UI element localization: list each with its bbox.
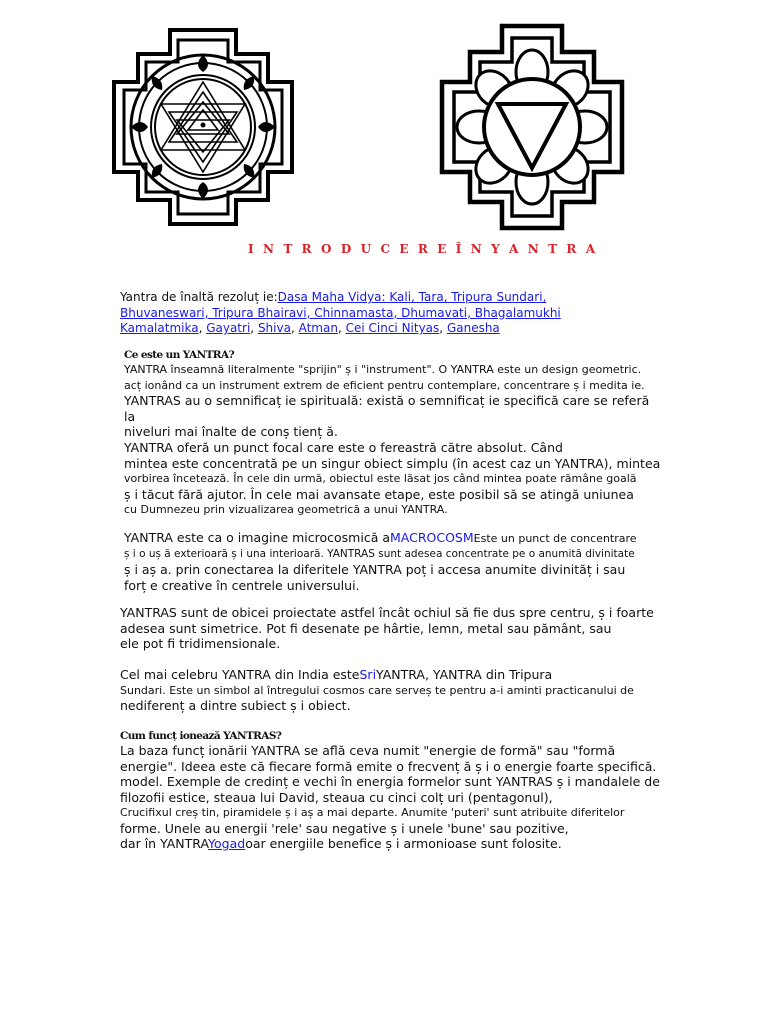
link-macrocosm[interactable]: MACROCOSM (390, 530, 474, 545)
link-yogad[interactable]: Yogad (208, 836, 246, 851)
link-bhuvaneswari[interactable]: Bhuvaneswari, Tripura Bhairavi, Chinnamasta, Dhumavati, Bhagalamukhi (120, 305, 561, 320)
link-kamalatmika[interactable]: Kamalatmika (120, 321, 199, 335)
link-ganesha[interactable]: Ganesha (446, 321, 500, 335)
intro-paragraph: Yantra de înaltă rezoluț ie:Dasa Maha Vidya: Kali, Tara, Tripura Sundari, Bhuvaneswari, Tripura Bhairavi, Chinnamasta, Dhumavati, Bhagalamukhi Kamalatmika, Gayatri, Shiva, Atman, Cei Cinci Nityas, Ganesha (120, 290, 561, 335)
page-title: I N T R O D U C E R E Î N Y A N T R A (248, 242, 598, 256)
link-dasa-maha-vidya[interactable]: Dasa Maha Vidya: Kali, Tara, Tripura Sundari, (277, 290, 547, 304)
link-shiva[interactable]: Shiva (257, 321, 291, 335)
link-cei-cinci-nityas[interactable]: Cei Cinci Nityas (345, 321, 440, 335)
intro-prefix: Yantra de înaltă rezoluț ie: (120, 290, 278, 304)
kali-yantra-image (436, 20, 628, 234)
paragraph-2: YANTRA oferă un punct focal care este o fereastră către absolut. Când mintea este concentrată pe un singur obiect simplu (în acest caz un YANTRA), mintea vorbirea încetează. În cele din urmă, obiectul este lăsat jos când mintea poate rămâne goală ș i tăcut fără ajutor. În cele mai avansate etape, este posibil să se atingă uniunea cu Dumnezeu prin vizualizarea geometrică a unui YANTRA. (124, 440, 661, 516)
heading-cum-functioneaza: Cum funcț ionează YANTRAS? (120, 730, 282, 742)
paragraph-4: YANTRAS sunt de obicei proiectate astfel încât ochiul să fie dus spre centru, ș i foarte adesea sunt simetrice. Pot fi desenate pe hârtie, lemn, metal sau pământ, sau ele pot fi tridimensionale. (120, 605, 654, 651)
link-gayatri[interactable]: Gayatri (206, 321, 251, 335)
sri-yantra-image (108, 22, 298, 232)
link-atman[interactable]: Atman (298, 321, 338, 335)
heading-ce-este: Ce este un YANTRA? (124, 349, 235, 361)
paragraph-3: YANTRA este ca o imagine microcosmică aMACROCOSMEste un punct de concentrare ș i o uș ă exterioară ș i una interioară. YANTRAS sunt adesea concentrate pe o anumită divinitate ș i aș a. prin conectarea la diferitele YANTRA poț i accesa anumite divinităț i sau forț e creative în centrele universului. (124, 530, 637, 593)
paragraph-5: Cel mai celebru YANTRA din India esteSriYANTRA, YANTRA din Tripura Sundari. Este un simbol al întregului cosmos care serveș te pentru a-i aminti practicanului de nediferenț a dintre subiect ș i obiect. (120, 667, 634, 713)
paragraph-1: YANTRA înseamnă literalmente "sprijin" ș i "instrument". O YANTRA este un design geometric. acț ionând ca un instrument extrem de eficient pentru contemplare, concentrare ș i medita ie. YANTRAS au o semnificaț ie spirituală: există o semnificaț ie specifică care se referă la niveluri mai înalte de conș tienț ă. (124, 363, 650, 439)
link-sri[interactable]: Sri (359, 667, 377, 682)
paragraph-6: La baza funcț ionării YANTRA se află ceva numit "energie de formă" sau "formă energie". Ideea este că fiecare formă emite o frecvenț ă ș i o energie foarte specifică. model. Exemple de credinț e vechi în energia formelor sunt YANTRAS ș i mandalele de filozofii estice, steaua lui David, steaua cu cinci colț uri (pentagonul), Crucifixul creș tin, piramidele ș i aș a mai departe. Anumite 'puteri' sunt atribuite diferitelor forme. Unele au energii 'rele' sau negative ș i unele 'bune' sau pozitive, dar în YANTRAYogadoar energiile benefice ș i armonioase sunt folosite. (120, 743, 660, 851)
